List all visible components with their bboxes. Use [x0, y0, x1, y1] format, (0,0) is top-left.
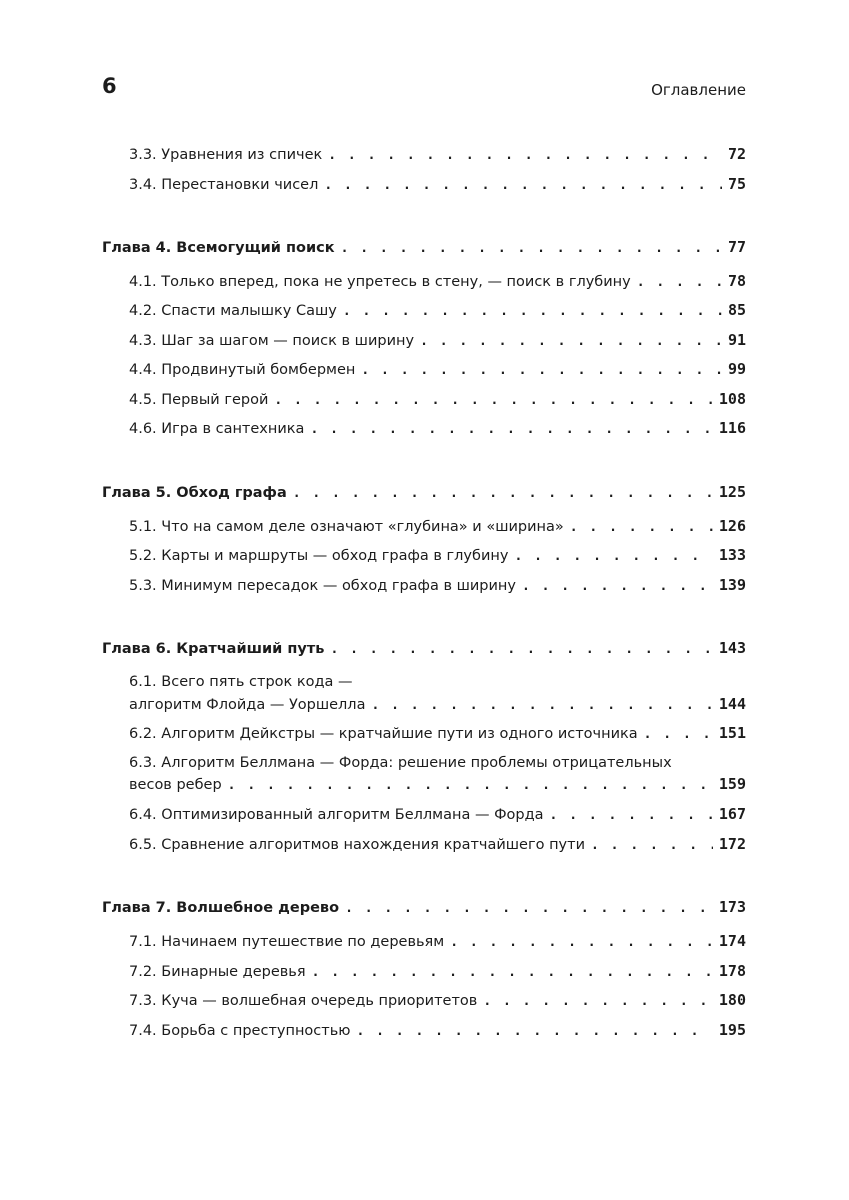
toc-chapter-page: 173 [718, 898, 746, 916]
toc-chapter-page: 125 [718, 483, 746, 501]
toc-entry-title: 4.6. Игра в сантехника [129, 421, 305, 437]
leader-dots [310, 421, 712, 439]
leader-dots [341, 240, 722, 258]
page-number: 6 [102, 74, 117, 98]
toc-chapter-title: Глава 4. Всемогущий поиск [102, 240, 335, 256]
toc-entry-page: 126 [718, 517, 746, 535]
leader-dots [228, 777, 713, 795]
toc-entry-title: 7.2. Бинарные деревья [129, 964, 306, 980]
leader-dots [637, 274, 722, 292]
toc-entry-3-3 [129, 145, 746, 165]
toc-chapter-title: Глава 5. Обход графа [102, 485, 287, 501]
toc-entry-page: 139 [718, 576, 746, 594]
toc-entry-page: 91 [727, 331, 746, 349]
toc-entry-5-1 [129, 517, 746, 537]
leader-dots [514, 548, 712, 566]
toc-entry-6-2 [129, 724, 746, 744]
leader-dots [522, 578, 713, 596]
toc-entry-page: 151 [718, 724, 746, 742]
toc-entry-page: 180 [718, 991, 746, 1009]
leader-dots [371, 697, 712, 715]
toc-entry-4-3 [129, 331, 746, 351]
toc-entry-title: 4.3. Шаг за шагом — поиск в ширину [129, 333, 415, 349]
toc-entry-5-2 [129, 546, 746, 566]
toc-entry-title: 4.5. Первый герой [129, 392, 269, 408]
toc-entry-page: 174 [718, 932, 746, 950]
toc-entry-4-1 [129, 272, 746, 292]
toc-entry-7-1 [129, 932, 746, 952]
toc-entry-5-3 [129, 576, 746, 596]
toc-entry-3-4 [129, 175, 746, 195]
toc-chapter-7 [102, 898, 746, 918]
toc-entry-4-5 [129, 390, 746, 410]
toc-entry-title: 4.4. Продвинутый бомбермен [129, 362, 356, 378]
leader-dots [293, 485, 713, 503]
toc-entry-7-4 [129, 1021, 746, 1041]
leader-dots [591, 837, 713, 855]
toc-entry-page: 172 [718, 835, 746, 853]
toc-entry-title: 3.4. Перестановки чисел [129, 177, 319, 193]
leader-dots [312, 964, 713, 982]
toc-entry-page: 116 [718, 419, 746, 437]
toc-entry-page: 178 [718, 962, 746, 980]
toc-entry-title: 5.1. Что на самом деле означают «глубина» и «ширина» [129, 519, 564, 535]
leader-dots [345, 900, 713, 918]
leader-dots [274, 392, 713, 410]
toc-entry-title: 7.1. Начинаем путешествие по деревьям [129, 934, 445, 950]
toc-chapter-page: 77 [727, 238, 746, 256]
toc-entry-6-3-line1: 6.3. Алгоритм Беллмана — Форда: решение проблемы отрицательных [129, 755, 672, 771]
toc-entry-7-2 [129, 962, 746, 982]
toc-chapter-6 [102, 639, 746, 659]
toc-entry-title: 6.4. Оптимизированный алгоритм Беллмана — Форда [129, 807, 544, 823]
leader-dots [328, 147, 722, 165]
toc-entry-page: 167 [718, 805, 746, 823]
leader-dots [570, 519, 713, 537]
toc-entry-page: 85 [727, 301, 746, 319]
toc-entry-title: 4.1. Только вперед, пока не упретесь в стену, — поиск в глубину [129, 274, 631, 290]
toc-entry-6-4 [129, 805, 746, 825]
toc-entry-title: весов ребер [129, 777, 222, 793]
toc-entry-page: 75 [727, 175, 746, 193]
leader-dots [483, 993, 713, 1011]
toc-entry-title: алгоритм Флойда — Уоршелла [129, 697, 366, 713]
toc-entry-4-4 [129, 360, 746, 380]
toc-entry-page: 72 [727, 145, 746, 163]
toc-entry-6-3 [129, 775, 746, 795]
toc-chapter-page: 143 [718, 639, 746, 657]
toc-entry-title: 5.2. Карты и маршруты — обход графа в глубину [129, 548, 509, 564]
toc-entry-4-6 [129, 419, 746, 439]
toc-chapter-5 [102, 483, 746, 503]
leader-dots [330, 641, 712, 659]
toc-entry-7-3 [129, 991, 746, 1011]
toc-entry-page: 195 [718, 1021, 746, 1039]
leader-dots [361, 362, 722, 380]
leader-dots [550, 807, 713, 825]
toc-entry-page: 108 [718, 390, 746, 408]
toc-chapter-title: Глава 7. Волшебное дерево [102, 900, 340, 916]
toc-entry-6-1 [129, 695, 746, 715]
running-head: Оглавление [651, 81, 746, 99]
toc-entry-6-5 [129, 835, 746, 855]
toc-entry-page: 133 [718, 546, 746, 564]
toc-entry-4-2 [129, 301, 746, 321]
toc-entry-title: 7.4. Борьба с преступностью [129, 1023, 351, 1039]
toc-entry-6-1-line1: 6.1. Всего пять строк кода — [129, 674, 353, 690]
toc-entry-page: 78 [727, 272, 746, 290]
leader-dots [644, 726, 713, 744]
toc-chapter-title: Глава 6. Кратчайший путь [102, 641, 325, 657]
leader-dots [343, 303, 722, 321]
toc-entry-title: 6.2. Алгоритм Дейкстры — кратчайшие пути из одного источника [129, 726, 638, 742]
toc-entry-title: 3.3. Уравнения из спичек [129, 147, 323, 163]
toc-entry-title: 5.3. Минимум пересадок — обход графа в ширину [129, 578, 516, 594]
toc-entry-title: 6.5. Сравнение алгоритмов нахождения кратчайшего пути [129, 837, 586, 853]
leader-dots [356, 1023, 712, 1041]
toc-chapter-4 [102, 238, 746, 258]
leader-dots [450, 934, 713, 952]
leader-dots [420, 333, 722, 351]
leader-dots [324, 177, 722, 195]
toc-entry-title: 4.2. Спасти малышку Сашу [129, 303, 337, 319]
toc-entry-title: 7.3. Куча — волшебная очередь приоритетов [129, 993, 478, 1009]
toc-entry-page: 159 [718, 775, 746, 793]
toc-entry-page: 99 [727, 360, 746, 378]
toc-entry-page: 144 [718, 695, 746, 713]
